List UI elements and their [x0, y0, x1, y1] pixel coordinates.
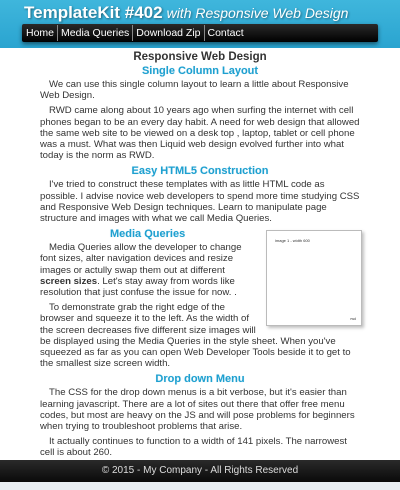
responsive-image	[266, 230, 362, 326]
site-title[interactable]	[24, 3, 348, 23]
media-queries-section	[40, 228, 360, 369]
paragraph: RWD came along about 10 years ago when surfing the internet with cell phones began to be an every day habit. A need for web design that allowed the same web site to be viewed on a desk top , laptop, tablet or cell phone was a must. What was then Liquid web design evolved further into what today is the norm as RWD.	[40, 105, 360, 162]
main-content	[0, 48, 400, 460]
section-heading-html5: Easy HTML5 Construction	[131, 165, 269, 178]
site-brand: TemplateKit #402	[24, 3, 163, 22]
section-heading-media-queries: Media Queries	[110, 228, 186, 241]
paragraph: Media Queries allow the developer to change font sizes, alter navigation devices and resize images or actully swap them out at different screen sizes. Let's stay away from words like resolution that just confuse the issue for now. .	[40, 242, 242, 299]
paragraph: I've tried to construct these templates with as little HTML code as possible. I advise novice web developers to spend more time studying CSS and Responsive Web Design techniques. Learn to manipulate page structure and images with what we call Media Queries.	[40, 179, 360, 225]
image-caption: image 1 - width 600	[275, 238, 310, 244]
section-heading-drop-down-menu: Drop down Menu	[155, 373, 245, 386]
section-heading-single-column: Single Column Layout	[141, 65, 259, 77]
site-tagline: with Responsive Web Design	[166, 5, 349, 21]
paragraph: The CSS for the drop down menus is a bit verbose, but it's easier than learning javascript. There are a lot of sites out there that offer free menu codes, but most are heavy on the JS and will pose problems for beginners when trying to troubleshoot problems that arise.	[40, 387, 355, 433]
nav-item-home[interactable]: Home	[23, 25, 58, 41]
paragraph: It actually continues to function to a width of 141 pixels. The narrowest cell is about 260.	[40, 436, 347, 459]
page-title: Responsive Web Design	[133, 51, 267, 63]
site-footer: © 2015 - My Company - All Rights Reserved	[0, 460, 400, 482]
image-corner-mark: rwd	[350, 317, 356, 322]
emphasis-screen-sizes: screen sizes	[40, 275, 98, 287]
nav-item-contact[interactable]: Contact	[207, 27, 244, 39]
main-nav	[22, 24, 378, 42]
nav-item-media-queries[interactable]: Media Queries	[58, 25, 133, 41]
nav-item-download-zip[interactable]: Download Zip	[133, 25, 204, 41]
paragraph: To demonstrate grab the right edge of the browser and squeeze it to the left. As the width of the screen decreases five different size images will be displayed using the Media Queries in the style sheet. When you've squeezed as far as you can open Web Developer Tools beside it to get to the smallest size screen width.	[40, 302, 351, 370]
site-header	[0, 0, 400, 48]
paragraph: We can use this single column layout to learn a little about Responsive Web Design.	[40, 79, 349, 102]
